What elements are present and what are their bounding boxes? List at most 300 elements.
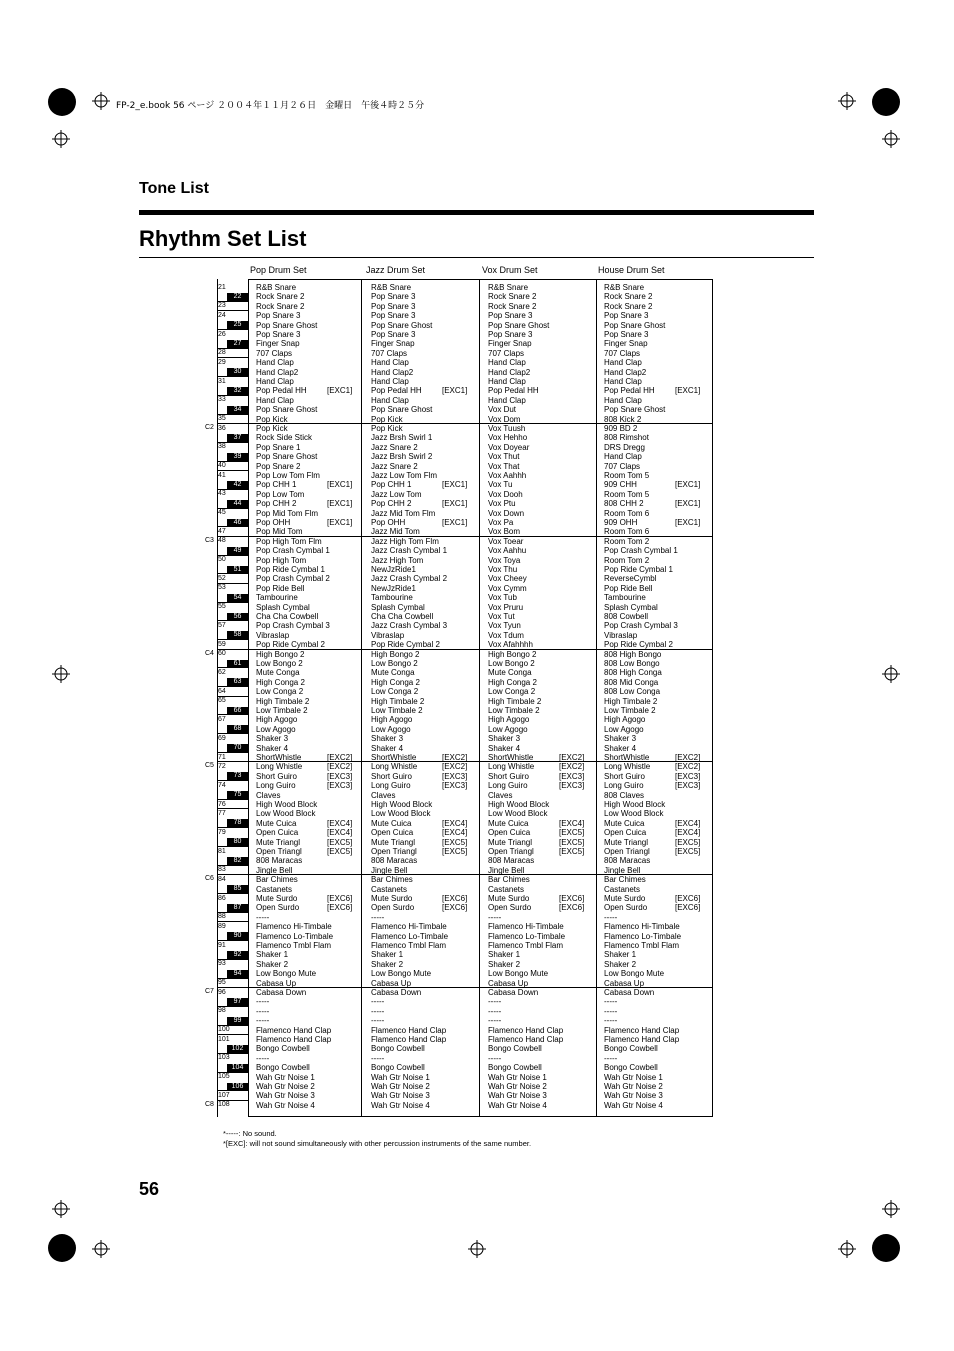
tone-name: Mute Surdo xyxy=(371,894,413,903)
key-divider xyxy=(217,1100,248,1101)
tone-name: Flamenco Hand Clap xyxy=(604,1025,680,1035)
key-divider xyxy=(217,301,248,302)
tone-name: Hand Clap2 xyxy=(371,367,414,377)
tone-name: Short Guiro xyxy=(488,771,529,781)
tone-name: Flamenco Hi-Timbale xyxy=(371,922,447,932)
tone-name: Pop Snare 3 xyxy=(371,301,416,311)
exclusive-group-tag: [EXC2] xyxy=(675,762,701,772)
tone-name: 808 Maracas xyxy=(371,856,418,866)
white-key-number: 77 xyxy=(218,809,226,817)
black-key-number: 56 xyxy=(227,613,248,621)
white-key-number: 48 xyxy=(218,537,226,545)
tone-name: Cabasa Down xyxy=(371,988,422,997)
tone-name: Pop Pedal HH xyxy=(256,386,307,396)
white-key-number: 108 xyxy=(218,1101,230,1109)
key-divider xyxy=(217,310,248,311)
white-key-number: 83 xyxy=(218,866,226,874)
tone-name: Flamenco Hand Clap xyxy=(604,1035,680,1044)
tone-name: Pop Crash Cymbal 1 xyxy=(256,546,330,556)
tone-name: Cabasa Up xyxy=(256,978,297,988)
tone-name: Shaker 1 xyxy=(371,950,404,960)
tone-name: Low Conga 2 xyxy=(488,687,536,697)
black-key-number: 82 xyxy=(227,857,248,865)
tone-name: Bongo Cowbell xyxy=(256,1063,310,1073)
tone-name: Shaker 3 xyxy=(488,734,521,744)
exclusive-group-tag: [EXC3] xyxy=(442,771,468,781)
tone-name: Hand Clap xyxy=(256,358,294,368)
tone-name: Bongo Cowbell xyxy=(604,1044,658,1054)
tone-name: Bongo Cowbell xyxy=(371,1044,425,1054)
tone-name: Pop Kick xyxy=(371,424,403,433)
key-divider xyxy=(217,573,248,574)
tone-name: Mute Cuica xyxy=(256,818,297,828)
tone-name: Vox Tdum xyxy=(488,630,524,640)
black-key-number: 42 xyxy=(227,481,248,489)
white-key-number: 21 xyxy=(218,283,226,291)
octave-label: C3 xyxy=(205,536,214,544)
tone-name: Wah Gtr Noise 3 xyxy=(256,1091,315,1101)
exclusive-group-tag: [EXC3] xyxy=(675,781,701,791)
tone-name: Pop OHH xyxy=(371,518,406,527)
tone-name: Low Agogo xyxy=(371,724,411,734)
tone-name: Pop OHH xyxy=(256,518,291,527)
exclusive-group-tag: [EXC1] xyxy=(442,386,468,396)
tone-name: Low Conga 2 xyxy=(371,687,419,697)
tone-name: Jazz Snare 2 xyxy=(371,442,418,452)
exclusive-group-tag: [EXC2] xyxy=(327,753,353,762)
key-divider xyxy=(217,959,248,960)
white-key-number: 69 xyxy=(218,734,226,742)
white-key-number: 88 xyxy=(218,913,226,921)
tone-name: Jingle Bell xyxy=(604,865,641,875)
tone-name: Cha Cha Cowbell xyxy=(256,612,319,621)
black-key-number: 22 xyxy=(227,293,248,301)
tone-name: 808 High Bongo xyxy=(604,649,662,659)
tone-name: Finger Snap xyxy=(604,339,648,349)
key-divider xyxy=(217,1034,248,1035)
key-divider xyxy=(217,423,248,424)
exclusive-group-tag: [EXC3] xyxy=(327,781,353,791)
tone-name: Vox Pa xyxy=(488,518,514,527)
white-key-number: 84 xyxy=(218,875,226,883)
tone-name: Vox Aahhu xyxy=(488,546,527,556)
tone-name: Vox Hehho xyxy=(488,433,528,443)
exclusive-group-tag: [EXC6] xyxy=(675,903,701,913)
tone-name: Vox That xyxy=(488,461,520,471)
tone-name: Pop Ride Bell xyxy=(256,583,305,593)
tone-name: R&B Snare xyxy=(604,283,645,292)
white-key-number: 52 xyxy=(218,574,226,582)
key-divider xyxy=(217,555,248,556)
black-key-number: 37 xyxy=(227,434,248,442)
tone-name: Pop Pedal HH xyxy=(604,386,655,396)
tone-name: NewJzRide1 xyxy=(371,565,416,574)
tone-name: Splash Cymbal xyxy=(256,602,310,612)
tone-name: Castanets xyxy=(604,884,641,894)
tone-name: Shaker 2 xyxy=(604,959,637,969)
key-divider xyxy=(217,376,248,377)
key-divider xyxy=(217,1006,248,1007)
tone-name: ----- xyxy=(488,997,502,1007)
exclusive-group-tag: [EXC6] xyxy=(442,894,468,903)
exclusive-group-tag: [EXC5] xyxy=(327,837,353,847)
tone-name: Open Surdo xyxy=(604,903,648,913)
tone-name: Hand Clap2 xyxy=(488,367,531,377)
tone-name: Pop Pedal HH xyxy=(488,386,539,396)
tone-name: Bar Chimes xyxy=(256,875,298,885)
tone-name: Pop Kick xyxy=(256,414,288,424)
tone-name: Shaker 3 xyxy=(371,734,404,744)
tone-name: Castanets xyxy=(488,884,525,894)
tone-name: Mute Conga xyxy=(256,668,300,678)
tone-name: Vox Ptu xyxy=(488,499,516,509)
tone-name: Flamenco Hand Clap xyxy=(488,1025,564,1035)
tone-name: High Wood Block xyxy=(256,800,318,809)
tone-name: Low Bongo 2 xyxy=(488,659,535,668)
tone-name: Low Timbale 2 xyxy=(604,706,656,715)
white-key-number: 29 xyxy=(218,358,226,366)
tone-name: Pop Snare 3 xyxy=(371,330,416,339)
black-key-number: 80 xyxy=(227,838,248,846)
tone-name: ----- xyxy=(488,912,502,922)
tone-name: Open Surdo xyxy=(256,903,300,913)
tone-name: ----- xyxy=(256,1006,270,1016)
tone-name: ----- xyxy=(604,1016,618,1026)
exclusive-group-tag: [EXC3] xyxy=(442,781,468,791)
tone-name: Room Tom 2 xyxy=(604,555,650,565)
tone-name: Flamenco Lo-Timbale xyxy=(488,931,566,941)
tone-name: ----- xyxy=(256,1053,270,1063)
tone-name: R&B Snare xyxy=(256,283,297,292)
tone-name: Flamenco Hand Clap xyxy=(256,1025,332,1035)
tone-name: High Wood Block xyxy=(604,800,666,809)
exclusive-group-tag: [EXC6] xyxy=(442,903,468,913)
key-divider xyxy=(217,639,248,640)
tone-name: Wah Gtr Noise 1 xyxy=(488,1072,547,1082)
tone-name: Hand Clap xyxy=(256,377,294,386)
tone-name: Rock Snare 2 xyxy=(256,292,305,302)
white-key-number: 38 xyxy=(218,443,226,451)
tone-name: High Timbale 2 xyxy=(488,696,542,706)
black-key-number: 78 xyxy=(227,819,248,827)
tone-name: Pop Pedal HH xyxy=(371,386,422,396)
black-key-number: 104 xyxy=(227,1064,248,1072)
tone-name: Low Timbale 2 xyxy=(256,706,308,715)
key-divider xyxy=(217,536,248,537)
crosshair-icon xyxy=(52,130,70,148)
tone-name: Open Cuica xyxy=(256,828,299,838)
tone-name: Shaker 2 xyxy=(371,959,404,969)
tone-name: Vox Afahhhh xyxy=(488,640,533,650)
octave-label: C6 xyxy=(205,875,214,883)
exclusive-group-tag: [EXC1] xyxy=(327,518,353,527)
tone-name: Vox Aahhh xyxy=(488,471,527,480)
tone-name: Open Cuica xyxy=(371,828,414,838)
white-key-number: 105 xyxy=(218,1073,230,1081)
exclusive-group-tag: [EXC5] xyxy=(442,847,468,856)
black-key-number: 94 xyxy=(227,970,248,978)
tone-name: Low Timbale 2 xyxy=(488,706,540,715)
tone-name: ----- xyxy=(488,1006,502,1016)
exclusive-group-tag: [EXC2] xyxy=(559,762,585,772)
exclusive-group-tag: [EXC1] xyxy=(327,499,353,509)
exclusive-group-tag: [EXC5] xyxy=(675,847,701,856)
tone-name: Vox Bom xyxy=(488,527,521,537)
tone-name: Bar Chimes xyxy=(488,875,530,885)
tone-name: 808 High Conga xyxy=(604,668,662,678)
tone-name: Vox Tuush xyxy=(488,424,526,433)
registration-disc-icon xyxy=(48,88,76,116)
tone-name: R&B Snare xyxy=(488,283,529,292)
tone-name: Jazz Brsh Swirl 2 xyxy=(371,452,433,462)
tone-name: Wah Gtr Noise 2 xyxy=(371,1082,430,1091)
tone-name: Pop CHH 2 xyxy=(256,499,297,509)
tone-name: 707 Claps xyxy=(256,348,293,358)
tone-name: Cha Cha Cowbell xyxy=(371,612,434,621)
key-divider xyxy=(217,583,248,584)
black-key-number: 73 xyxy=(227,772,248,780)
tone-name: Low Agogo xyxy=(256,724,296,734)
tone-name: Bongo Cowbell xyxy=(488,1044,542,1054)
tone-name: Hand Clap xyxy=(604,358,642,368)
black-key-number: 32 xyxy=(227,387,248,395)
black-key-number: 70 xyxy=(227,744,248,752)
black-key-number: 99 xyxy=(227,1017,248,1025)
tone-name: Pop Crash Cymbal 3 xyxy=(256,621,330,631)
footnote-no-sound: *-----: No sound. xyxy=(223,1129,277,1138)
tone-name: Bongo Cowbell xyxy=(488,1063,542,1073)
tone-name: ----- xyxy=(256,1016,270,1026)
tone-name: Castanets xyxy=(256,884,293,894)
tone-name: Hand Clap xyxy=(488,395,526,405)
key-divider xyxy=(217,1025,248,1026)
tone-name: Room Tom 5 xyxy=(604,471,650,480)
tone-name: Bongo Cowbell xyxy=(256,1044,310,1054)
tone-name: Pop Snare Ghost xyxy=(256,320,318,330)
exclusive-group-tag: [EXC1] xyxy=(442,499,468,509)
key-divider xyxy=(217,978,248,979)
key-divider xyxy=(217,921,248,922)
key-divider xyxy=(217,940,248,941)
tone-name: Long Whistle xyxy=(488,762,535,772)
tone-name: Flamenco Tmbl Flam xyxy=(256,941,331,950)
tone-name: Bar Chimes xyxy=(371,875,413,885)
tone-name: Low Bongo Mute xyxy=(488,969,549,979)
tone-name: Vox Dom xyxy=(488,414,521,424)
key-divider xyxy=(217,470,248,471)
white-key-number: 79 xyxy=(218,828,226,836)
octave-label: C2 xyxy=(205,424,214,431)
crosshair-icon xyxy=(52,665,70,683)
key-divider xyxy=(217,329,248,330)
tone-name: Hand Clap xyxy=(604,395,642,405)
tone-name: Pop CHH 2 xyxy=(371,499,412,509)
tone-name: Low Wood Block xyxy=(371,809,431,819)
crosshair-icon xyxy=(882,130,900,148)
tone-name: Long Whistle xyxy=(256,762,303,772)
tone-name: Vox Dut xyxy=(488,405,517,415)
tone-name: Wah Gtr Noise 4 xyxy=(604,1100,663,1110)
tone-name: Pop High Tom Flm xyxy=(256,536,322,546)
key-divider xyxy=(217,912,248,913)
white-key-number: 47 xyxy=(218,527,226,535)
white-key-number: 71 xyxy=(218,753,226,761)
white-key-number: 57 xyxy=(218,621,226,629)
black-key-number: 44 xyxy=(227,500,248,508)
crosshair-icon xyxy=(468,1240,486,1258)
tone-name: Vox Pruru xyxy=(488,602,524,612)
column-divider xyxy=(361,279,362,1117)
black-key-number: 39 xyxy=(227,453,248,461)
tone-name: Vox Tub xyxy=(488,593,517,603)
crosshair-icon xyxy=(838,1240,856,1258)
tone-name: NewJzRide1 xyxy=(371,583,416,593)
tone-name: Long Guiro xyxy=(604,781,644,791)
white-key-number: 36 xyxy=(218,424,226,432)
exclusive-group-tag: [EXC3] xyxy=(327,771,353,781)
section-rule xyxy=(139,210,814,215)
tone-name: High Bongo 2 xyxy=(371,649,420,659)
tone-name: 707 Claps xyxy=(604,461,641,471)
tone-name: Low Agogo xyxy=(488,724,528,734)
tone-name: Vibraslap xyxy=(604,630,638,640)
tone-name: Rock Snare 2 xyxy=(604,292,653,302)
tone-name: Shaker 4 xyxy=(371,743,404,753)
tone-name: Pop Crash Cymbal 3 xyxy=(604,621,678,631)
key-divider xyxy=(217,846,248,847)
tone-name: Shaker 4 xyxy=(604,743,637,753)
registration-disc-icon xyxy=(872,88,900,116)
exclusive-group-tag: [EXC3] xyxy=(559,781,585,791)
tone-name: Bar Chimes xyxy=(604,875,646,885)
tone-name: Hand Clap xyxy=(604,452,642,462)
tone-name: Vox Tyun xyxy=(488,621,521,631)
exclusive-group-tag: [EXC6] xyxy=(327,894,353,903)
tone-name: Vox Toya xyxy=(488,555,521,565)
black-key-number: 92 xyxy=(227,951,248,959)
tone-name: Hand Clap xyxy=(371,358,409,368)
tone-name: Flamenco Hi-Timbale xyxy=(256,922,332,932)
black-key-number: 49 xyxy=(227,547,248,555)
black-key-number: 75 xyxy=(227,791,248,799)
tone-name: Jazz Snare 2 xyxy=(371,461,418,471)
key-divider xyxy=(217,874,248,875)
tone-name: 909 CHH xyxy=(604,480,637,490)
white-key-number: 103 xyxy=(218,1054,230,1062)
octave-label: C4 xyxy=(205,649,214,657)
exclusive-group-tag: [EXC2] xyxy=(442,753,468,762)
tone-name: Mute Surdo xyxy=(256,894,298,903)
octave-label: C8 xyxy=(205,1100,214,1108)
exclusive-group-tag: [EXC5] xyxy=(559,847,585,856)
exclusive-group-tag: [EXC3] xyxy=(675,771,701,781)
column-header-vox: Vox Drum Set xyxy=(482,265,538,275)
tone-name: 707 Claps xyxy=(604,348,641,358)
tone-name: High Conga 2 xyxy=(488,677,537,687)
tone-name: Rock Snare 2 xyxy=(256,301,305,311)
tone-name: Rock Snare 2 xyxy=(604,301,653,311)
white-key-number: 81 xyxy=(218,847,226,855)
tone-name: Low Timbale 2 xyxy=(371,706,423,715)
page-number: 56 xyxy=(139,1179,160,1199)
tone-name: Pop Crash Cymbal 1 xyxy=(604,546,678,556)
tone-name: Flamenco Hand Clap xyxy=(371,1035,447,1044)
tone-name: Mute Cuica xyxy=(604,818,645,828)
tone-name: High Timbale 2 xyxy=(604,696,658,706)
tone-name: Castanets xyxy=(371,884,408,894)
tone-name: Flamenco Hand Clap xyxy=(371,1025,447,1035)
tone-name: Low Wood Block xyxy=(604,809,664,819)
tone-name: ----- xyxy=(604,912,618,922)
tone-name: Pop Mid Tom Flm xyxy=(256,508,319,518)
tone-name: Shaker 4 xyxy=(488,743,521,753)
tone-name: High Agogo xyxy=(488,715,530,725)
tone-name: 909 BD 2 xyxy=(604,424,638,433)
tone-name: Low Agogo xyxy=(604,724,644,734)
tone-name: Shaker 3 xyxy=(256,734,289,744)
tone-name: Vox Tut xyxy=(488,612,515,621)
white-key-number: 62 xyxy=(218,668,226,676)
key-divider xyxy=(217,686,248,687)
key-divider xyxy=(217,987,248,988)
tone-name: Vibraslap xyxy=(371,630,405,640)
exclusive-group-tag: [EXC2] xyxy=(675,753,701,762)
footnote-exc: *[EXC]: will not sound simultaneously with other percussion instruments of the same number. xyxy=(223,1139,532,1148)
key-divider xyxy=(217,733,248,734)
tone-name: Hand Clap xyxy=(488,377,526,386)
key-divider xyxy=(217,893,248,894)
crosshair-icon xyxy=(92,1240,110,1258)
tone-name: Low Bongo 2 xyxy=(371,659,418,668)
key-divider xyxy=(217,620,248,621)
tone-name: High Agogo xyxy=(604,715,646,725)
section-title: Tone List xyxy=(139,180,209,197)
tone-name: Open Triangl xyxy=(371,847,417,856)
tone-name: 808 CHH 2 xyxy=(604,499,644,509)
tone-name: Open Surdo xyxy=(371,903,415,913)
tone-name: Pop Snare Ghost xyxy=(256,452,318,462)
tone-name: 808 Rimshot xyxy=(604,433,649,443)
key-divider xyxy=(217,395,248,396)
exclusive-group-tag: [EXC5] xyxy=(327,847,353,856)
tone-name: Tambourine xyxy=(604,593,646,603)
tone-name: Finger Snap xyxy=(488,339,532,349)
tone-name: Shaker 2 xyxy=(256,959,289,969)
tone-name: Wah Gtr Noise 2 xyxy=(256,1082,315,1091)
tone-name: ----- xyxy=(256,997,270,1007)
tone-name: 808 Maracas xyxy=(488,856,535,866)
key-divider xyxy=(217,526,248,527)
tone-name: Long Whistle xyxy=(371,762,418,772)
tone-name: Hand Clap xyxy=(604,377,642,386)
tone-name: Wah Gtr Noise 3 xyxy=(488,1091,547,1101)
white-key-number: 60 xyxy=(218,650,226,658)
white-key-number: 65 xyxy=(218,697,226,705)
tone-name: Pop Kick xyxy=(256,424,288,433)
key-divider xyxy=(217,865,248,866)
tone-name: ReverseCymbl xyxy=(604,574,657,584)
tone-name: Low Wood Block xyxy=(488,809,548,819)
exclusive-group-tag: [EXC2] xyxy=(327,762,353,772)
tone-name: Pop Snare Ghost xyxy=(604,405,666,415)
tone-name: Pop Snare 3 xyxy=(256,311,301,321)
tone-name: Low Bongo Mute xyxy=(256,969,317,979)
tone-name: 707 Claps xyxy=(488,348,525,358)
key-divider xyxy=(217,461,248,462)
tone-name: Jazz High Tom xyxy=(371,555,424,565)
exclusive-group-tag: [EXC3] xyxy=(559,771,585,781)
tone-name: Room Tom 5 xyxy=(604,489,650,499)
